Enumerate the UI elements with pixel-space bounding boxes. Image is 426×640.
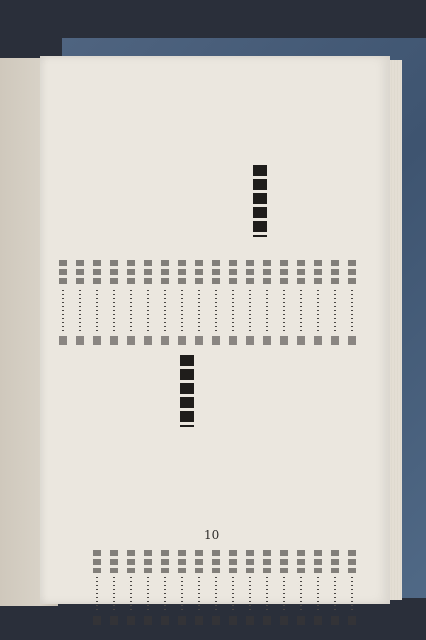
toc-entry bbox=[127, 550, 135, 625]
toc-block-upper bbox=[90, 260, 356, 345]
toc-entry bbox=[93, 550, 101, 625]
toc-entry bbox=[314, 550, 322, 625]
toc-entry bbox=[110, 550, 118, 625]
toc-entry bbox=[178, 550, 186, 625]
toc-entry bbox=[212, 260, 220, 345]
toc-entry bbox=[348, 550, 356, 625]
toc-entry bbox=[280, 260, 288, 345]
toc-entry bbox=[178, 260, 186, 345]
toc-entry bbox=[297, 550, 305, 625]
toc-entry bbox=[263, 550, 271, 625]
toc-entry bbox=[110, 260, 118, 345]
toc-entry bbox=[263, 260, 271, 345]
toc-entry bbox=[127, 260, 135, 345]
toc-entry bbox=[246, 260, 254, 345]
toc-entry bbox=[144, 550, 152, 625]
toc-entry bbox=[331, 260, 339, 345]
toc-entry bbox=[229, 260, 237, 345]
section-heading-upper bbox=[253, 165, 267, 237]
section-heading-lower bbox=[180, 355, 194, 427]
toc-entry bbox=[280, 550, 288, 625]
toc-entry bbox=[195, 260, 203, 345]
toc-entry bbox=[314, 260, 322, 345]
toc-entry bbox=[348, 260, 356, 345]
toc-entry bbox=[161, 260, 169, 345]
page-number: 10 bbox=[204, 528, 220, 542]
toc-entry bbox=[195, 550, 203, 625]
toc-entry bbox=[331, 550, 339, 625]
toc-entry bbox=[93, 260, 101, 345]
toc-entry bbox=[144, 260, 152, 345]
toc-entry bbox=[212, 550, 220, 625]
toc-entry bbox=[297, 260, 305, 345]
toc-block-lower bbox=[96, 550, 356, 625]
toc-entry bbox=[161, 550, 169, 625]
toc-entry bbox=[59, 260, 67, 345]
toc-entry bbox=[246, 550, 254, 625]
toc-entry bbox=[229, 550, 237, 625]
toc-entry bbox=[76, 260, 84, 345]
